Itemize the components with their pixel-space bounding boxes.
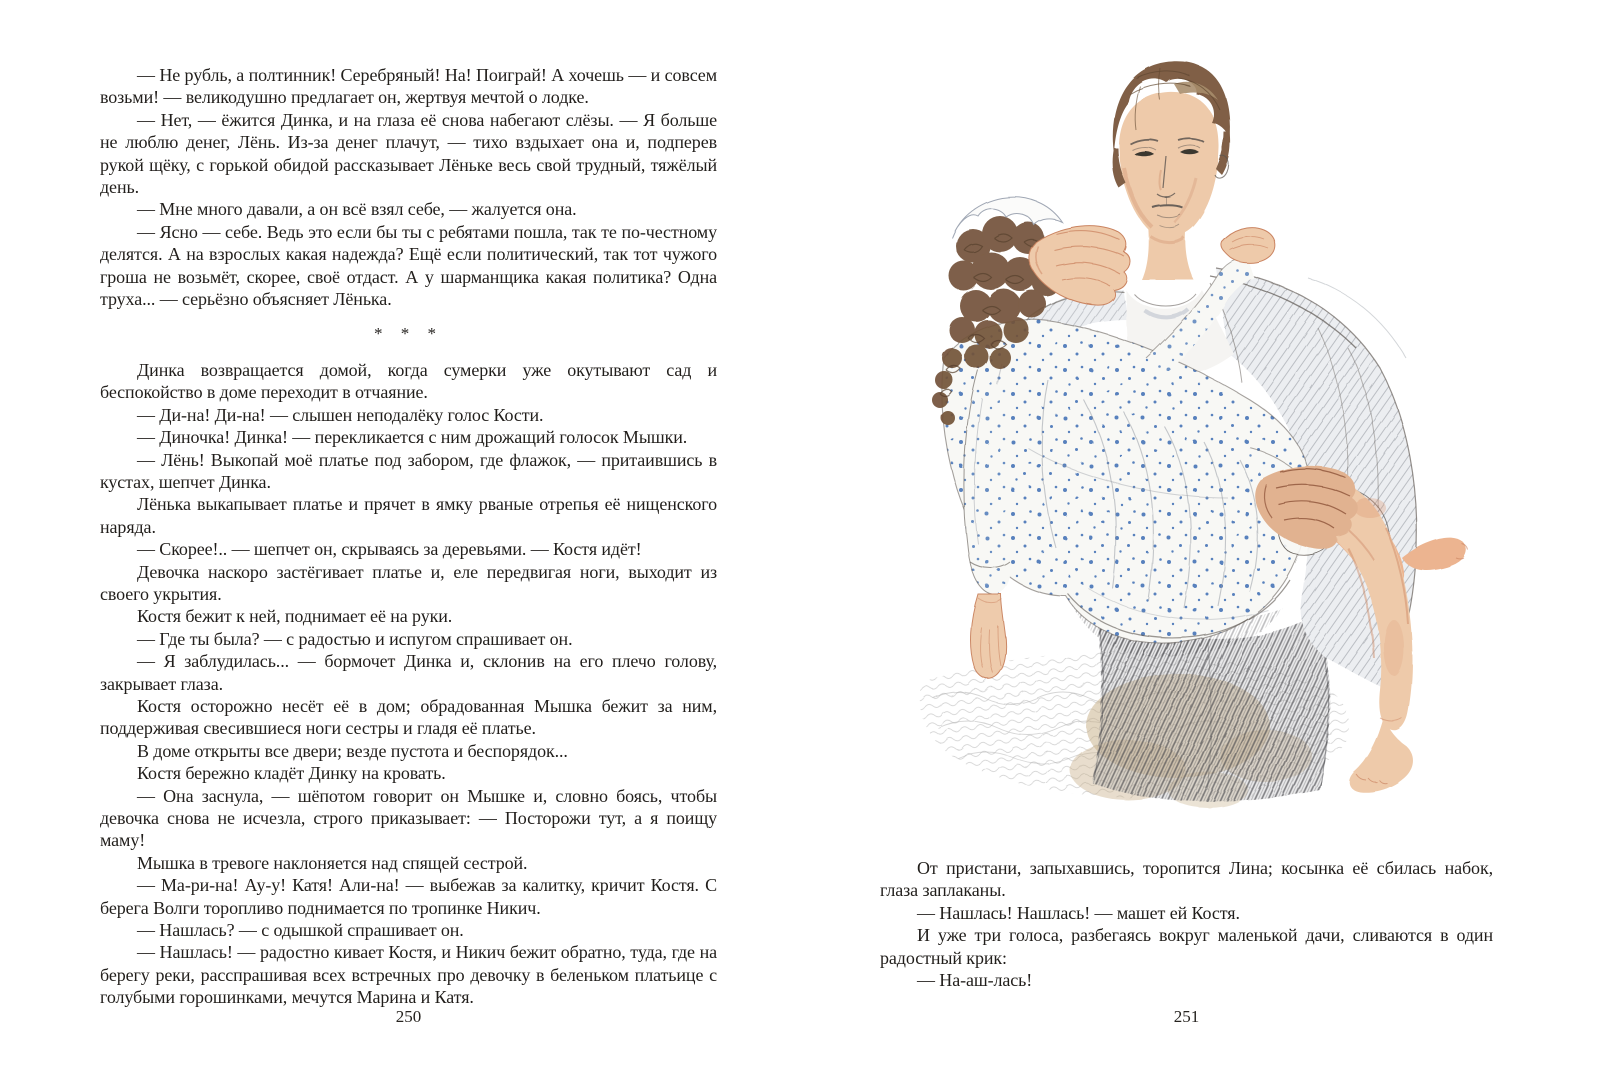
paragraph: — Лёнь! Выкопай моё платье под забором, где флажок, — притаившись в кустах, шепчет Динка.	[100, 449, 717, 492]
paragraph: Костя бежит к ней, поднимает её на руки.	[137, 606, 453, 627]
illustration-kostya-carrying-dinka	[878, 28, 1503, 818]
paragraph: — Нет, — ёжится Динка, и на глаза её снова набегают слёзы. — Я больше не люблю денег, Лёнь. Из-за денег плачут, — тихо вздыхает она и, подперев рукой щёку, с горькой обидой рассказывает Лёньке весь свой трудный, тяжёлый день.	[100, 109, 717, 198]
paragraph: — Ясно — себе. Ведь это если бы ты с ребятами пошла, так те по-честному делятся. А на взрослых какая надежда? Ещё если политический, так тот чужого гроша не возьмёт, скорее, своё отдаст. А у шарманщика какая политика? Одна труха... — серьёзно объясняет Лёнька.	[100, 221, 717, 310]
paragraph: — Ма-ри-на! Ау-у! Катя! Али-на! — выбежав за калитку, кричит Костя. С берега Волги торопливо поднимается по тропинке Никич.	[100, 875, 717, 918]
paragraph: — Скорее!.. — шепчет он, скрываясь за деревьями. — Костя идёт!	[137, 539, 642, 560]
paragraph: Мышка в тревоге наклоняется над спящей сестрой.	[137, 852, 528, 873]
paragraph: — Я заблудилась... — бормочет Динка и, склонив на его плечо голову, закрывает глаза.	[100, 651, 717, 694]
girl-figure	[932, 197, 1332, 679]
paragraph: — На-аш-лась!	[917, 970, 1033, 991]
left-text-column	[100, 64, 717, 1009]
paragraph: Лёнька выкапывает платье и прячет в ямку рваные отрепья её нищенского наряда.	[100, 494, 717, 537]
paragraph: — Мне много давали, а он всё взял себе, — жалуется она.	[137, 199, 577, 220]
paragraph: Костя бережно кладёт Динку на кровать.	[137, 763, 446, 784]
paragraph: Девочка наскоро застёгивает платье и, еле передвигая ноги, выходит из своего укрытия.	[100, 561, 717, 604]
right-text-column	[880, 857, 1493, 991]
page-number-left: 250	[395, 1007, 422, 1026]
paragraph: — Нашлась? — с одышкой спрашивает он.	[137, 920, 464, 941]
paragraph: — Она заснула, — шёпотом говорит он Мышке и, словно боясь, чтобы девочка снова не исчезла, строго приказывает: — Посторожи тут, а я поищу маму!	[100, 785, 717, 851]
paragraph: — Нашлась! Нашлась! — машет ей Костя.	[917, 902, 1240, 923]
paragraph: — Нашлась! — радостно кивает Костя, и Никич бежит обратно, туда, где на берегу реки, расспрашивая всех встречных про девочку в беленьком платьице с голубыми горошинками, мечутся Марина и Катя.	[100, 942, 717, 1008]
girl-hand-on-shoulder	[1221, 228, 1274, 263]
paragraph: Динка возвращается домой, когда сумерки уже окутывают сад и беспокойство в доме переходит в отчаяние.	[100, 359, 717, 403]
paragraph: И уже три голоса, разбегаясь вокруг маленькой дачи, сливаются в один радостный крик:	[880, 925, 1493, 968]
section-separator: * * *	[374, 324, 443, 344]
page-number-right: 251	[1173, 1007, 1200, 1026]
paragraph: — Не рубль, а полтинник! Серебряный! На! Поиграй! А хочешь — и совсем возьми! — великодушно предлагает он, жертвуя мечтой о лодке.	[100, 65, 717, 108]
paragraph: — Где ты была? — с радостью и испугом спрашивает он.	[137, 628, 573, 649]
paragraph: Костя осторожно несёт её в дом; обрадованная Мышка бежит за ним, поддерживая свесившиеся ноги сестры и гладя её платье.	[100, 695, 717, 739]
paragraph: — Диночка! Динка! — перекликается с ним дрожащий голосок Мышки.	[137, 427, 688, 448]
paragraph: В доме открыты все двери; везде пустота и беспорядок...	[137, 740, 568, 761]
pencil-sketch-drawing	[878, 28, 1503, 818]
paragraph: От пристани, запыхавшись, торопится Лина; косынка её сбилась набок, глаза заплаканы.	[880, 858, 1493, 901]
paragraph: — Ди-на! Ди-на! — слышен неподалёку голос Кости.	[137, 404, 544, 425]
